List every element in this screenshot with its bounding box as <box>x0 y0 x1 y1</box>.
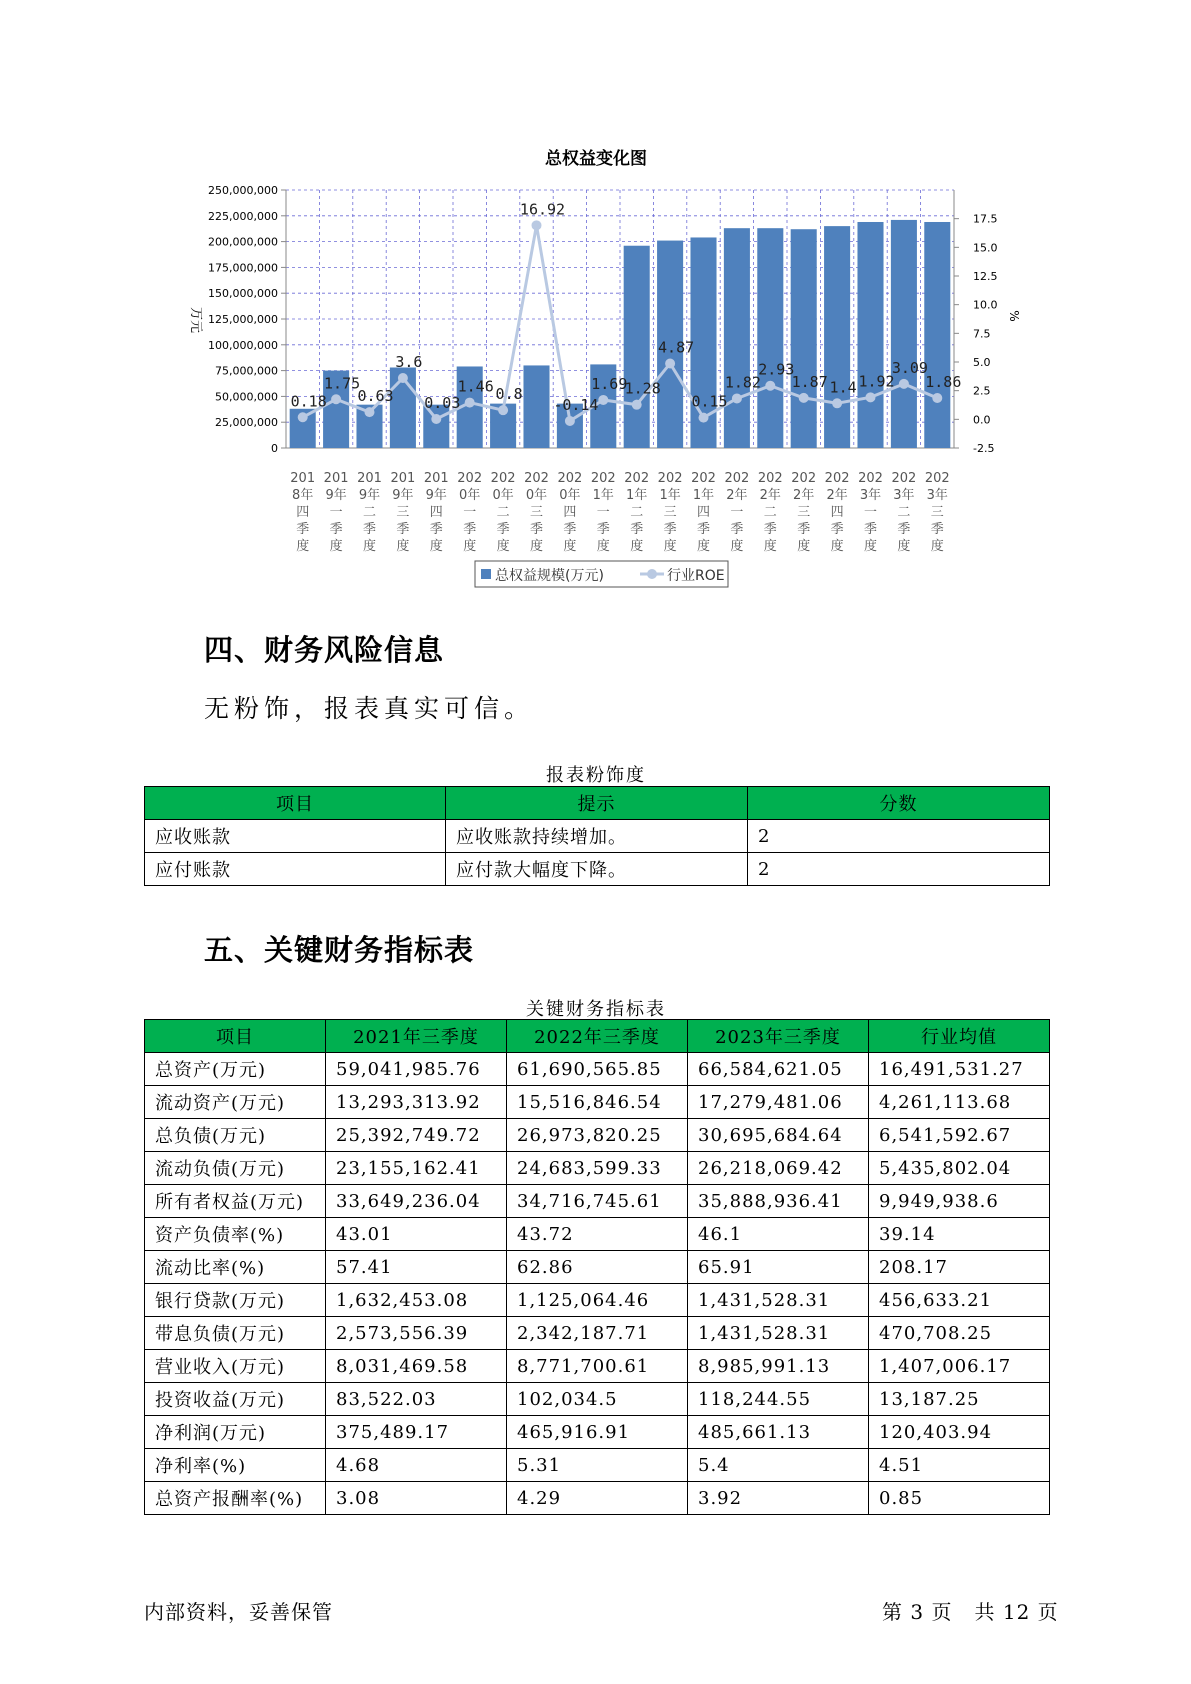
x-tick-label: 季 <box>630 522 644 537</box>
table-cell: 61,690,565.85 <box>507 1053 688 1086</box>
y2-tick-label: 10.0 <box>973 298 998 312</box>
table-cell: 0.85 <box>869 1482 1050 1515</box>
table-cell: 120,403.94 <box>869 1416 1050 1449</box>
table-cell: 总负债(万元) <box>145 1119 326 1152</box>
roe-point <box>431 414 441 424</box>
x-tick-label: 季 <box>429 522 443 537</box>
table-cell: 2,342,187.71 <box>507 1317 688 1350</box>
table1-caption: 报表粉饰度 <box>546 765 646 786</box>
table-cell: 43.01 <box>326 1218 507 1251</box>
table-cell: 26,973,820.25 <box>507 1119 688 1152</box>
x-tick-label: 202 <box>724 471 750 486</box>
table-cell: 25,392,749.72 <box>326 1119 507 1152</box>
x-tick-label: 201 <box>357 471 382 486</box>
key-indicators-table <box>144 1019 1050 1515</box>
table-row <box>145 1350 1050 1383</box>
roe-point <box>732 393 742 403</box>
bar <box>724 228 750 448</box>
bar <box>523 365 549 448</box>
x-tick-label: 202 <box>858 471 883 486</box>
table-cell: 3.08 <box>326 1482 507 1515</box>
x-tick-label: 8年 <box>292 488 314 503</box>
x-tick-label: 季 <box>362 522 377 537</box>
x-tick-label: 1年 <box>659 488 681 503</box>
x-tick-label: 季 <box>529 522 544 537</box>
y-axis-label: 万元 <box>188 306 203 334</box>
table-row <box>145 1053 1050 1086</box>
x-tick-label: 3年 <box>893 488 915 503</box>
y-tick-label: 200,000,000 <box>208 235 278 249</box>
table2-caption: 关键财务指标表 <box>526 999 666 1020</box>
x-tick-label: 季 <box>863 522 878 537</box>
x-tick-label: 202 <box>924 471 950 486</box>
x-tick-label: 度 <box>429 539 443 554</box>
roe-data-label: 1.86 <box>925 373 962 392</box>
x-tick-label: 度 <box>329 539 343 554</box>
roe-data-label: 0.15 <box>691 392 728 411</box>
roe-data-label: 1.75 <box>324 374 361 393</box>
bar <box>891 220 917 448</box>
table-cell: 118,244.55 <box>688 1383 869 1416</box>
x-tick-label: 季 <box>763 522 777 537</box>
table-cell: 23,155,162.41 <box>326 1152 507 1185</box>
table-row <box>145 853 1050 886</box>
x-tick-label: 二 <box>897 505 911 520</box>
table-cell: 流动负债(万元) <box>145 1152 326 1185</box>
x-tick-label: 度 <box>563 539 577 554</box>
x-tick-label: 度 <box>362 539 377 554</box>
x-tick-label: 一 <box>730 505 744 520</box>
table-row <box>145 1317 1050 1350</box>
x-tick-label: 度 <box>463 539 477 554</box>
x-tick-label: 季 <box>596 522 610 537</box>
table-cell: 所有者权益(万元) <box>145 1185 326 1218</box>
table-row <box>145 1086 1050 1119</box>
legend-swatch-bar <box>481 569 491 579</box>
y-tick-label: 150,000,000 <box>208 287 278 301</box>
x-tick-label: 季 <box>696 522 711 537</box>
table-cell: 26,218,069.42 <box>688 1152 869 1185</box>
x-tick-label: 202 <box>657 471 683 486</box>
y-tick-label: 250,000,000 <box>208 184 278 197</box>
table-cell: 流动比率(%) <box>145 1251 326 1284</box>
roe-data-label: 2.93 <box>758 360 795 379</box>
table-cell: 16,491,531.27 <box>869 1053 1050 1086</box>
roe-data-label: 0.03 <box>424 393 461 412</box>
legend-swatch-point <box>647 569 657 579</box>
table-cell: 5.31 <box>507 1449 688 1482</box>
column-header: 提示 <box>446 787 748 820</box>
column-header: 分数 <box>748 787 1050 820</box>
roe-point <box>398 373 408 383</box>
x-tick-label: 季 <box>830 522 844 537</box>
x-tick-label: 一 <box>329 505 343 520</box>
table-cell: 17,279,481.06 <box>688 1086 869 1119</box>
x-tick-label: 202 <box>590 471 616 486</box>
bar <box>857 222 883 448</box>
y2-tick-label: -2.5 <box>973 442 995 455</box>
table-cell: 35,888,936.41 <box>688 1185 869 1218</box>
roe-data-label: 3.09 <box>891 358 928 377</box>
table-cell: 4,261,113.68 <box>869 1086 1050 1119</box>
column-header: 项目 <box>145 1020 326 1053</box>
table-cell: 2 <box>748 820 1050 853</box>
table-cell: 62.86 <box>507 1251 688 1284</box>
table-cell: 2,573,556.39 <box>326 1317 507 1350</box>
section4-text: 无粉饰，报表真实可信。 <box>204 694 535 723</box>
x-tick-label: 一 <box>863 505 878 520</box>
section5-title: 五、关键财务指标表 <box>204 933 475 967</box>
table-cell: 5.4 <box>688 1449 869 1482</box>
x-tick-label: 度 <box>496 539 510 554</box>
roe-point <box>331 394 341 404</box>
x-tick-label: 二 <box>362 505 377 520</box>
table-cell: 13,187.25 <box>869 1383 1050 1416</box>
column-header: 2023年三季度 <box>688 1020 869 1053</box>
x-tick-label: 3年 <box>926 488 948 503</box>
x-tick-label: 季 <box>396 522 410 537</box>
x-tick-label: 季 <box>563 522 577 537</box>
roe-data-label: 4.87 <box>658 338 695 357</box>
table-cell: 8,985,991.13 <box>688 1350 869 1383</box>
x-tick-label: 9年 <box>392 488 414 503</box>
x-tick-label: 202 <box>891 471 917 486</box>
table-cell: 33,649,236.04 <box>326 1185 507 1218</box>
y2-tick-label: 17.5 <box>973 212 998 226</box>
table-cell: 24,683,599.33 <box>507 1152 688 1185</box>
table-cell: 465,916.91 <box>507 1416 688 1449</box>
table-row <box>145 820 1050 853</box>
roe-data-label: 3.6 <box>395 353 423 372</box>
roe-data-label: 1.69 <box>591 374 628 393</box>
x-tick-label: 季 <box>329 522 343 537</box>
x-tick-label: 0年 <box>525 488 548 503</box>
x-tick-label: 一 <box>596 505 610 520</box>
roe-data-label: 1.87 <box>791 372 828 391</box>
x-tick-label: 二 <box>763 505 777 520</box>
column-header: 2021年三季度 <box>326 1020 507 1053</box>
y-tick-label: 25,000,000 <box>215 416 278 430</box>
table-cell: 65.91 <box>688 1251 869 1284</box>
x-tick-label: 三 <box>930 505 944 520</box>
table-row <box>145 1119 1050 1152</box>
roe-data-label: 0.63 <box>357 387 394 406</box>
table-cell: 470,708.25 <box>869 1317 1050 1350</box>
x-tick-label: 2年 <box>793 488 815 503</box>
x-tick-label: 三 <box>663 505 677 520</box>
x-tick-label: 三 <box>529 505 544 520</box>
x-tick-label: 2年 <box>826 488 848 503</box>
x-tick-label: 二 <box>630 505 644 520</box>
roe-point <box>799 393 809 403</box>
table-cell: 银行贷款(万元) <box>145 1284 326 1317</box>
x-tick-label: 四 <box>563 505 577 520</box>
x-tick-label: 季 <box>496 522 510 537</box>
x-tick-label: 201 <box>290 471 316 486</box>
x-tick-label: 2年 <box>759 488 781 503</box>
roe-point <box>498 405 508 415</box>
table-cell: 46.1 <box>688 1218 869 1251</box>
x-tick-label: 度 <box>596 539 610 554</box>
y-tick-label: 125,000,000 <box>208 313 278 326</box>
x-tick-label: 度 <box>863 539 878 554</box>
table-cell: 1,431,528.31 <box>688 1317 869 1350</box>
column-header: 2022年三季度 <box>507 1020 688 1053</box>
y-tick-label: 225,000,000 <box>208 209 278 223</box>
y-tick-label: 75,000,000 <box>215 364 278 378</box>
x-tick-label: 四 <box>296 505 310 520</box>
y-tick-label: 100,000,000 <box>208 338 278 352</box>
table-row <box>145 1218 1050 1251</box>
table-cell: 净利率(%) <box>145 1449 326 1482</box>
roe-data-label: 0.8 <box>495 385 523 404</box>
table-cell: 1,431,528.31 <box>688 1284 869 1317</box>
x-tick-label: 0年 <box>559 488 581 503</box>
table-cell: 1,125,064.46 <box>507 1284 688 1317</box>
table-cell: 1,407,006.17 <box>869 1350 1050 1383</box>
table-cell: 总资产(万元) <box>145 1053 326 1086</box>
table-cell: 456,633.21 <box>869 1284 1050 1317</box>
column-header: 项目 <box>145 787 446 820</box>
x-tick-label: 202 <box>824 471 850 486</box>
chart-title: 总权益变化图 <box>545 149 647 169</box>
x-tick-label: 度 <box>897 539 911 554</box>
roe-point <box>532 220 542 230</box>
table-cell: 6,541,592.67 <box>869 1119 1050 1152</box>
table-cell: 30,695,684.64 <box>688 1119 869 1152</box>
table-cell: 83,522.03 <box>326 1383 507 1416</box>
table-row <box>145 1416 1050 1449</box>
bar <box>624 246 650 448</box>
table-cell: 15,516,846.54 <box>507 1086 688 1119</box>
x-tick-label: 三 <box>396 505 410 520</box>
table-cell: 57.41 <box>326 1251 507 1284</box>
x-tick-label: 3年 <box>859 488 882 503</box>
x-tick-label: 2年 <box>726 488 748 503</box>
table-cell: 应付账款 <box>145 853 446 886</box>
equity-chart <box>0 0 1191 600</box>
y-tick-label: 175,000,000 <box>208 261 278 275</box>
x-tick-label: 季 <box>463 522 477 537</box>
x-tick-label: 季 <box>930 522 944 537</box>
table-header-row <box>145 787 1050 820</box>
x-tick-label: 季 <box>296 522 310 537</box>
roe-point <box>932 393 942 403</box>
table-cell: 5,435,802.04 <box>869 1152 1050 1185</box>
roe-data-label: 1.28 <box>624 379 661 398</box>
table-cell: 102,034.5 <box>507 1383 688 1416</box>
roe-data-label: 1.4 <box>829 378 857 397</box>
x-tick-label: 四 <box>830 505 844 520</box>
legend-label-line: 行业ROE <box>667 568 725 584</box>
roe-point <box>765 381 775 391</box>
table-cell: 应付款大幅度下降。 <box>446 853 748 886</box>
section4-title: 四、财务风险信息 <box>204 633 445 667</box>
table-header-row <box>145 1020 1050 1053</box>
bar <box>824 226 850 448</box>
x-tick-label: 季 <box>797 522 811 537</box>
roe-point <box>899 379 909 389</box>
x-tick-label: 度 <box>529 539 544 554</box>
y2-tick-label: 0.0 <box>973 413 991 427</box>
x-tick-label: 度 <box>663 539 677 554</box>
table-cell: 1,632,453.08 <box>326 1284 507 1317</box>
x-tick-label: 度 <box>630 539 644 554</box>
bar <box>757 228 783 448</box>
x-tick-label: 1年 <box>692 488 715 503</box>
column-header: 行业均值 <box>869 1020 1050 1053</box>
table-cell: 13,293,313.92 <box>326 1086 507 1119</box>
x-tick-label: 一 <box>463 505 477 520</box>
x-tick-label: 9年 <box>325 488 347 503</box>
bar <box>924 222 950 448</box>
roe-point <box>665 358 675 368</box>
roe-point <box>832 398 842 408</box>
table-cell: 净利润(万元) <box>145 1416 326 1449</box>
footer-left: 内部资料，妥善保管 <box>144 1600 333 1624</box>
roe-point <box>699 413 709 423</box>
y-tick-label: 50,000,000 <box>215 390 278 404</box>
table-cell: 带息负债(万元) <box>145 1317 326 1350</box>
x-tick-label: 度 <box>830 539 844 554</box>
x-tick-label: 四 <box>429 505 443 520</box>
y2-tick-label: 5.0 <box>973 356 991 369</box>
x-tick-label: 四 <box>696 505 711 520</box>
x-tick-label: 202 <box>791 471 817 486</box>
table-cell: 39.14 <box>869 1218 1050 1251</box>
bar <box>791 229 817 448</box>
table-cell: 8,771,700.61 <box>507 1350 688 1383</box>
table-cell: 流动资产(万元) <box>145 1086 326 1119</box>
x-tick-label: 度 <box>396 539 410 554</box>
roe-data-label: 1.82 <box>724 373 761 392</box>
x-tick-label: 9年 <box>358 488 381 503</box>
x-tick-label: 0年 <box>459 488 481 503</box>
table-cell: 34,716,745.61 <box>507 1185 688 1218</box>
roe-data-label: -0.14 <box>553 395 599 414</box>
x-tick-label: 度 <box>797 539 811 554</box>
y2-tick-label: 2.5 <box>973 384 991 398</box>
roe-data-label: 0.18 <box>290 392 327 411</box>
x-tick-label: 201 <box>423 471 449 486</box>
x-tick-label: 202 <box>557 471 583 486</box>
roe-point <box>598 395 608 405</box>
table-cell: 208.17 <box>869 1251 1050 1284</box>
table-cell: 资产负债率(%) <box>145 1218 326 1251</box>
x-tick-label: 度 <box>930 539 944 554</box>
table-cell: 8,031,469.58 <box>326 1350 507 1383</box>
table-cell: 375,489.17 <box>326 1416 507 1449</box>
x-tick-label: 季 <box>897 522 911 537</box>
roe-point <box>365 407 375 417</box>
table-cell: 4.68 <box>326 1449 507 1482</box>
table-cell: 59,041,985.76 <box>326 1053 507 1086</box>
x-tick-label: 201 <box>390 471 416 486</box>
x-tick-label: 202 <box>691 471 716 486</box>
table-cell: 4.51 <box>869 1449 1050 1482</box>
x-tick-label: 度 <box>296 539 310 554</box>
table-cell: 投资收益(万元) <box>145 1383 326 1416</box>
x-tick-label: 季 <box>663 522 677 537</box>
x-tick-label: 1年 <box>592 488 614 503</box>
roe-point <box>866 392 876 402</box>
x-tick-label: 202 <box>490 471 516 486</box>
roe-point <box>632 400 642 410</box>
roe-data-label: 1.46 <box>457 377 494 396</box>
table-cell: 4.29 <box>507 1482 688 1515</box>
legend-label-bar: 总权益规模(万元) <box>495 568 604 584</box>
x-tick-label: 度 <box>730 539 744 554</box>
x-tick-label: 202 <box>624 471 650 486</box>
y-tick-label: 0 <box>271 442 278 455</box>
table-row <box>145 1251 1050 1284</box>
x-tick-label: 9年 <box>425 488 447 503</box>
table-row <box>145 1482 1050 1515</box>
roe-point <box>565 416 575 426</box>
x-tick-label: 三 <box>797 505 811 520</box>
y2-tick-label: 15.0 <box>973 241 998 255</box>
x-tick-label: 度 <box>763 539 777 554</box>
table-row <box>145 1185 1050 1218</box>
footer-page-number: 第 3 页 共 12 页 <box>882 1600 1059 1624</box>
x-tick-label: 201 <box>323 471 349 486</box>
x-tick-label: 0年 <box>492 488 514 503</box>
whitewash-table <box>144 786 1050 886</box>
table-cell: 应收账款 <box>145 820 446 853</box>
table-row <box>145 1284 1050 1317</box>
x-tick-label: 1年 <box>626 488 648 503</box>
x-tick-label: 202 <box>457 471 483 486</box>
table-cell: 总资产报酬率(%) <box>145 1482 326 1515</box>
y2-tick-label: 7.5 <box>973 327 991 341</box>
table-cell: 营业收入(万元) <box>145 1350 326 1383</box>
y2-axis-label: % <box>1007 310 1021 322</box>
table-cell: 2 <box>748 853 1050 886</box>
roe-data-label: 1.92 <box>858 372 895 391</box>
x-tick-label: 202 <box>757 471 783 486</box>
y2-tick-label: 12.5 <box>973 270 998 283</box>
table-cell: 3.92 <box>688 1482 869 1515</box>
x-tick-label: 二 <box>496 505 510 520</box>
roe-point <box>298 412 308 422</box>
table-cell: 485,661.13 <box>688 1416 869 1449</box>
x-tick-label: 202 <box>524 471 549 486</box>
roe-point <box>465 398 475 408</box>
x-tick-label: 度 <box>696 539 711 554</box>
table-row <box>145 1383 1050 1416</box>
table-cell: 66,584,621.05 <box>688 1053 869 1086</box>
x-tick-label: 季 <box>730 522 744 537</box>
table-cell: 43.72 <box>507 1218 688 1251</box>
table-cell: 9,949,938.6 <box>869 1185 1050 1218</box>
table-row <box>145 1152 1050 1185</box>
roe-data-label: 16.92 <box>519 200 566 219</box>
table-cell: 应收账款持续增加。 <box>446 820 748 853</box>
table-row <box>145 1449 1050 1482</box>
